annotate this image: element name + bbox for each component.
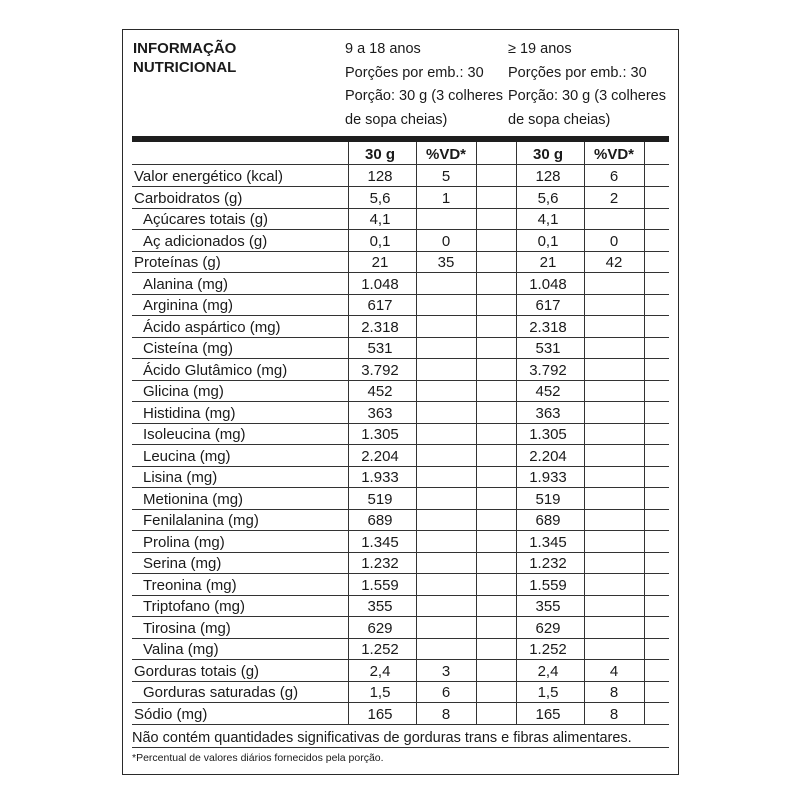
nutrient-name: Prolina (mg): [143, 533, 225, 551]
header-qty-2: 30 g: [532, 146, 563, 163]
value-group1: 355: [367, 598, 393, 615]
value-group2: 617: [535, 297, 561, 314]
value-group2: 2,4: [537, 662, 559, 680]
table-row: [132, 595, 669, 617]
table-row: [132, 316, 669, 338]
vd-group1: 35: [437, 254, 455, 271]
value-group1: 4,1: [369, 211, 391, 228]
table-row: [132, 445, 669, 467]
table-row: [132, 466, 669, 488]
value-group1: 689: [367, 512, 393, 529]
table-row: [132, 638, 669, 660]
value-group1: 128: [367, 168, 393, 185]
table-row: [132, 423, 669, 445]
nutrient-name: Glicina (mg): [143, 383, 224, 400]
value-group1: 629: [367, 619, 393, 637]
nutrient-name: Leucina (mg): [143, 447, 231, 465]
table-row: [132, 165, 669, 187]
nutrient-name: Histidina (mg): [143, 404, 236, 422]
value-group1: 1,5: [369, 684, 391, 701]
value-group1: 21: [371, 254, 389, 271]
table-row: [132, 294, 669, 316]
nutrient-name: Tirosina (mg): [143, 619, 231, 637]
vd-group1: 1: [441, 189, 451, 207]
value-group1: 452: [367, 383, 393, 400]
value-group2: 2.318: [529, 318, 567, 336]
value-group1: 519: [367, 490, 393, 508]
column-line: [348, 142, 349, 724]
value-group2: 1.345: [529, 533, 567, 551]
value-group2: 0,1: [537, 232, 559, 250]
nutrient-name: Lisina (mg): [143, 469, 218, 486]
table-row: [132, 660, 669, 682]
table-row: [132, 574, 669, 596]
nutrient-name: Carboidratos (g): [134, 189, 243, 207]
nutrient-name: Aç adicionados (g): [143, 232, 268, 250]
value-group2: 1,5: [537, 684, 559, 701]
value-group1: 363: [367, 404, 393, 422]
nutrient-name: Sódio (mg): [134, 705, 208, 723]
vd-group2: 0: [609, 232, 619, 250]
group1-info: 9 a 18 anos Porções por emb.: 30 Porção: 30 g (3 colheres de sopa cheias): [345, 41, 503, 128]
vd-group2: 6: [609, 168, 619, 185]
vd-group2: 8: [609, 705, 619, 723]
value-group2: 452: [535, 383, 561, 400]
nutrient-name: Proteínas (g): [134, 254, 221, 271]
nutrient-name: Ácido aspártico (mg): [143, 318, 281, 336]
table-row: [132, 617, 669, 639]
value-group1: 3.792: [361, 361, 399, 379]
vd-group1: 5: [441, 168, 451, 185]
value-group1: 1.305: [361, 426, 399, 443]
value-group2: 1.933: [529, 469, 567, 486]
column-line: [584, 142, 585, 724]
table-row: [132, 681, 669, 703]
value-group2: 629: [535, 619, 561, 637]
nutrient-name: Triptofano (mg): [143, 598, 245, 615]
value-group1: 0,1: [369, 232, 391, 250]
value-group2: 689: [535, 512, 561, 529]
table-header: [132, 143, 669, 165]
table-row: [132, 273, 669, 295]
table-row: [132, 488, 669, 510]
vd-group1: 0: [441, 232, 451, 250]
column-line: [644, 142, 645, 724]
value-group2: 4,1: [537, 211, 559, 228]
value-group1: 1.252: [361, 641, 399, 658]
label-title: INFORMAÇÃO NUTRICIONAL: [133, 40, 237, 76]
vd-group1: 3: [441, 662, 451, 680]
value-group1: 165: [367, 705, 393, 723]
value-group2: 1.559: [529, 576, 567, 594]
nutrient-name: Ácido Glutâmico (mg): [143, 361, 288, 379]
table-row: [132, 402, 669, 424]
nutrient-name: Valina (mg): [143, 641, 219, 658]
column-line: [476, 142, 477, 724]
value-group1: 1.559: [361, 576, 399, 594]
value-group1: 531: [367, 340, 393, 357]
table-row: [132, 380, 669, 402]
nutrient-name: Cisteína (mg): [143, 340, 234, 357]
nutrition-facts-label: [122, 29, 679, 775]
value-group1: 2.318: [361, 318, 399, 336]
table-row: [132, 509, 669, 531]
nutrient-name: Valor energético (kcal): [134, 168, 283, 185]
footnote-small: *Percentual de valores diários fornecidos pela porção.: [132, 752, 384, 764]
value-group1: 1.048: [361, 275, 399, 293]
vd-group2: 42: [605, 254, 623, 271]
header-rule: [132, 136, 669, 142]
footnote-divider: [132, 747, 669, 748]
header-qty-1: 30 g: [364, 146, 395, 163]
header-vd-2: %VD*: [593, 146, 634, 163]
table-row: [132, 251, 669, 273]
value-group1: 1.933: [361, 469, 399, 486]
column-line: [416, 142, 417, 724]
value-group1: 2.204: [361, 447, 399, 465]
value-group1: 5,6: [369, 189, 391, 207]
value-group2: 355: [535, 598, 561, 615]
table-row: [132, 187, 669, 209]
value-group1: 2,4: [369, 662, 391, 680]
value-group1: 1.345: [361, 533, 399, 551]
nutrient-name: Gorduras totais (g): [134, 662, 260, 680]
value-group2: 363: [535, 404, 561, 422]
value-group2: 1.305: [529, 426, 567, 443]
value-group2: 2.204: [529, 447, 567, 465]
nutrient-name: Treonina (mg): [143, 576, 237, 594]
value-group2: 21: [539, 254, 557, 271]
table-row: [132, 208, 669, 230]
header-vd-1: %VD*: [425, 146, 466, 163]
vd-group2: 4: [609, 662, 619, 680]
value-group2: 128: [535, 168, 561, 185]
value-group2: 5,6: [537, 189, 559, 207]
table-row: [132, 531, 669, 553]
value-group2: 531: [535, 340, 561, 357]
nutrient-name: Gorduras saturadas (g): [143, 684, 299, 701]
table-row: [132, 359, 669, 381]
footnote-main: Não contém quantidades significativas de gorduras trans e fibras alimentares.: [132, 730, 632, 746]
nutrient-name: Arginina (mg): [143, 297, 234, 314]
table-row: [132, 703, 669, 725]
table-row: [132, 337, 669, 359]
vd-group1: 6: [441, 684, 451, 701]
value-group2: 165: [535, 705, 561, 723]
vd-group2: 8: [609, 684, 619, 701]
value-group2: 1.048: [529, 275, 567, 293]
table-row: [132, 230, 669, 252]
vd-group1: 8: [441, 705, 451, 723]
value-group1: 1.232: [361, 555, 399, 572]
nutrient-name: Isoleucina (mg): [143, 426, 246, 443]
value-group2: 519: [535, 490, 561, 508]
nutrient-name: Fenilalanina (mg): [143, 512, 259, 529]
vd-group2: 2: [609, 189, 619, 207]
value-group2: 1.232: [529, 555, 567, 572]
column-line: [516, 142, 517, 724]
nutrient-name: Metionina (mg): [143, 490, 244, 508]
nutrient-name: Açúcares totais (g): [143, 211, 269, 228]
table-row: [132, 552, 669, 574]
nutrient-name: Serina (mg): [143, 555, 222, 572]
value-group2: 3.792: [529, 361, 567, 379]
nutrient-name: Alanina (mg): [143, 275, 229, 293]
value-group2: 1.252: [529, 641, 567, 658]
value-group1: 617: [367, 297, 393, 314]
group2-info: ≥ 19 anos Porções por emb.: 30 Porção: 30 g (3 colheres de sopa cheias): [508, 41, 666, 128]
